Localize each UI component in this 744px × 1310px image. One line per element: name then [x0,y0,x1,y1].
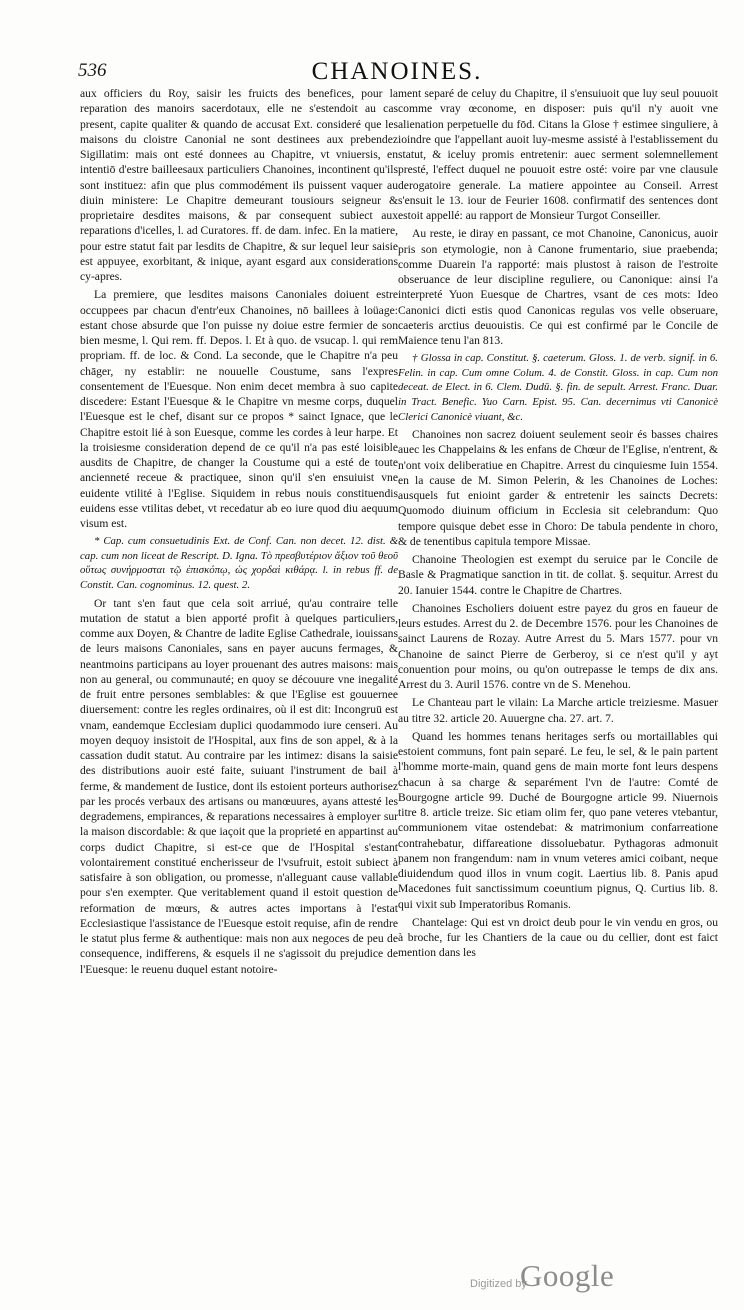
paragraph: Le Chanteau part le vilain: La Marche article treiziesme. Masuer au titre 32. article 20. Auuergne cha. 27. art. 7. [398,696,718,725]
paragraph: ment separé de celuy du Chapitre, il s'ensuiuoit que luy seul pouuoit comme vray œconome, en disposer: puis qu'il n'y auoit vne alienation perpetuelle du fōd. Citans la Glose † estimee singuliere, à ioindre que l'appellant auoit luy-mesme assisté à l'establissement du statut, & iceluy promis entretenir: auec serment solemnellement presté, l'effect duquel ne pouuoit estre osté: voire par vne clausule derogatoire generale. La matiere appointee au Conseil. Arrest s'ensuit le 13. iour de Feurier 1608. confirmatif des sentences dont estoit appellé: au rapport de Monsieur Turgot Conseiller. [398,87,718,222]
running-title: CHANOINES. [311,58,483,85]
paragraph: Or tant s'en faut que cela soit arriué, qu'au contraire telle mutation de statut a bien apporté profit à quelques particuliers, comme aux Doyen, & Chantre de ladite Eglise Cathedrale, iouissans de leurs maisons Canoniales, sans en payer aucuns fermages, & neantmoins participans au loyer prouenant des autres maisons: mais non au general, ou communauté; en quoy se découure vne inegalité de fruit entre persones semblables: & que l'Eglise est gouuernee diuersement: contre les regles ordinaires, où il est dit: Incongruū est vnam, eandemque Ecclesiam duplici quodammodo iure censeri. Au moyen dequoy insistoit de l'Hospital, aux fins de son appel, & à la cassation dudit statut. Au contraire par les intimez: disans la saisie des distributions auoir esté faite, suiuant l'instrument de bail à ferme, & mandement de Iustice, dont ils estoient porteurs authorisez par les procés verbaux des artisans ou manœuures, ayans attesté les degrademens, empirances, & reparations necessaires à employer sur la maison discordable: & que iaçoit que la proprieté en appartinst au corps dudict Chapitre, si est-ce que de l'Hospital s'estant volontairement constitué encherisseur de l'vsufruit, estoit subiect à satisfaire à son obligation, ou promesse, n'alleguant cause vallable pour s'en exempter. Que veritablement quand il estoit question de reformation de mœurs, & autres actes importans à l'estat Ecclesiastique l'assistance de l'Euesque estoit requise, afin de rendre le statut plus ferme & authentique: mais non aux negoces de peu de consequence, indifferens, & esquels il ne s'agissoit du prejudice de l'Euesque: le reuenu duquel estant notoire- [80,596,398,976]
google-logo: Google [520,1258,615,1293]
digitized-by-google-watermark [470,1258,650,1298]
paragraph: Au reste, ie diray en passant, ce mot Chanoine, Canonicus, auoir pris son etymologie, non à Canone frumentario, siue praebenda; comme Duarein l'a rapporté: mais plustost à raison de l'estroite obseruance de leur discipline reguliere, ou Canonique: ainsi l'a interpreté Yuon Euesque de Chartres, vsant de ces mots: Ideo Canonici dicti estis quod Canonicas regulas vos velle obseruare, caeteris arctius deuouistis. Ce qui est confirmé par le Concile de Maience tenu l'an 813. [398,227,718,347]
paragraph: Chanoines non sacrez doiuent seulement seoir és basses chaires auec les Chappelains & les enfans de Chœur de l'Eglise, n'entrent, & n'ont voix deliberatiue en Chapitre. Arrest du cinquiesme Iuin 1554. en la cause de M. Simon Pelerin, & les Chanoines de Loches: ausquels fut enioint garder & entretenir les saincts Decrets: Quomodo diuinum officium in Ecclesia sit celebrandum: Quo tempore quisque debet esse in Choro: De tabula pendente in choro, & de tenentibus capitula tempore Missae. [398,428,718,548]
paragraph: Quand les hommes tenans heritages serfs ou mortaillables qui estoient communs, font pain separé. Le feu, le sel, & le pain partent l'homme morte-main, quand gens de main morte font leurs despens chacun à sa charge & separément l'vn de l'autre: Comté de Bourgogne article 99. Duché de Bourgogne article 99. Niuernois titre 8. article treize. Sic etiam olim fer, quo pane veteres vtebantur, communionem vitae ostendebat: & matrimonium confarreatione contrahebatur, diffareatione dissoluebatur. Pythagoras admonuit panem non frangendum: nam in vnum veteres amici coibant, neque diuidendum quod illos in vnum cogit. Laertius lib. 8. Panis apud Macedones fuit sanctissimum coeuntium pignus, Q. Curtius lib. 8. qui vixit sub Imperatoribus Romanis. [398,729,718,911]
left-column [80,86,398,980]
paragraph: Chanoine Theologien est exempt du seruice par le Concile de Basle & Pragmatique sanction in tit. de collat. §. sequitur. Arrest du 20. Ianuier 1544. contre le Chapitre de Chartres. [398,553,718,597]
paragraph: La premiere, que lesdites maisons Canoniales doiuent estre occuppees par chacun d'entr'eux Chanoines, nō baillees à loüage: estant chose absurde que l'on puisse ny doiue estre fermier de son bien mesme, l. Qui rem. ff. Depos. l. Et à quo. de vsucap. l. qui rem propriam. ff. de loc. & Cond. La seconde, que le Chapitre n'a peu chāger, ny establir: ne nouuelle Coustume, sans l'expres consentement de l'Euesque. Non enim decet membra à suo capite discedere: Estant l'Euesque & le Chapitre vn mesme corps, duquel l'Euesque est le chef, disant sur ce propos * sainct Ignace, que le Chapitre estoit lié à son Euesque, comme les cordes à leur harpe. Et la troisiesme consideration depend de ce qu'il n'a pas esté loisible ausdits de Chapitre, de changer la Coustume qui a esté de toute ancienneté receue & practiquee, sinon qu'il s'en ensuiuist vne euidente vtilité à l'Eglise. Siquidem in rebus nouis constituendis euidens esse vtilitas debet, vt recedatur ab eo iure quod diu aequum visum est. [80,288,398,530]
page-header [78,58,716,86]
footnote: * Cap. cum consuetudinis Ext. de Conf. Can. non decet. 12. dist. & cap. cum non liceat de Rescript. D. Igna. Τὸ πρεσβυτέριον ἄξιον τοῦ θεοῦ οὕτως συνήρμοσται τῷ ἐπισκόπῳ, ὡς χορδαὶ κιθάρᾳ. l. in rebus ff. de Constit. Can. cognominus. 12. quest. 2. [80,535,398,592]
paragraph: aux officiers du Roy, saisir les fruicts des benefices, pour la reparation des manoirs sacerdotaux, elle ne s'estendoit au cas present, capite qualiter & quando de accusat Ext. consideré que les maisons du cloistre Canonial ne sont destinees aux prebendez Sigillatim: mais ont esté donnees au Chapitre, vt vniuersis, en intentiō d'estre bailleesaux particuliers Chanoines, incontinent qu'ils sont instituez: afin que plus commodément ils puissent vaquer au diuin ministere: Le Chapitre demeurant tousiours seigneur & proprietaire desdites maisons, & par consequent subiect aux reparations d'icelles, l. ad Curatores. ff. de dam. infec. En la matiere, pour estre statut fait par lesdits de Chapitre, & sur lequel leur saisie est appuyee, exorbitant, & inique, ayant esgard aux considerations cy-apres. [80,87,399,283]
right-column [398,86,718,964]
paragraph: Chantelage: Qui est vn droict deub pour le vin vendu en gros, ou à broche, fur les Chantiers de la caue ou du cellier, dont est faict mention dans les [398,915,718,960]
digitized-by-label: Digitized by [470,1278,527,1290]
page-number: 536 [78,60,107,81]
paragraph: Chanoines Escholiers doiuent estre payez du gros en faueur de leurs estudes. Arrest du 2. de Decembre 1576. pour les Chanoines de sainct Laurens de Rozay. Autre Arrest du 5. Mars 1577. pour vn Chanoine de sainct Pierre de Gerberoy, si ce n'est qu'il y ayt conuention pour moins, ou qu'on outrepasse le temps de dix ans. Arrest du 3. Auril 1576. contre vn de S. Menehou. [398,601,718,692]
footnote: † Glossa in cap. Constitut. §. caeterum. Gloss. 1. de verb. signif. in 6. Felin. in cap. Cum omne Colum. 4. de Constit. Gloss. in cap. Cum non deceat. de Elect. in 6. Clem. Dudū. §. fin. de sepult. Arrest. Franc. Duar. in Tract. Benefic. Yuo Carn. Epist. 95. Can. decernimus vti Canonicè Clerici Canonicè viuant, &c. [398,352,718,423]
